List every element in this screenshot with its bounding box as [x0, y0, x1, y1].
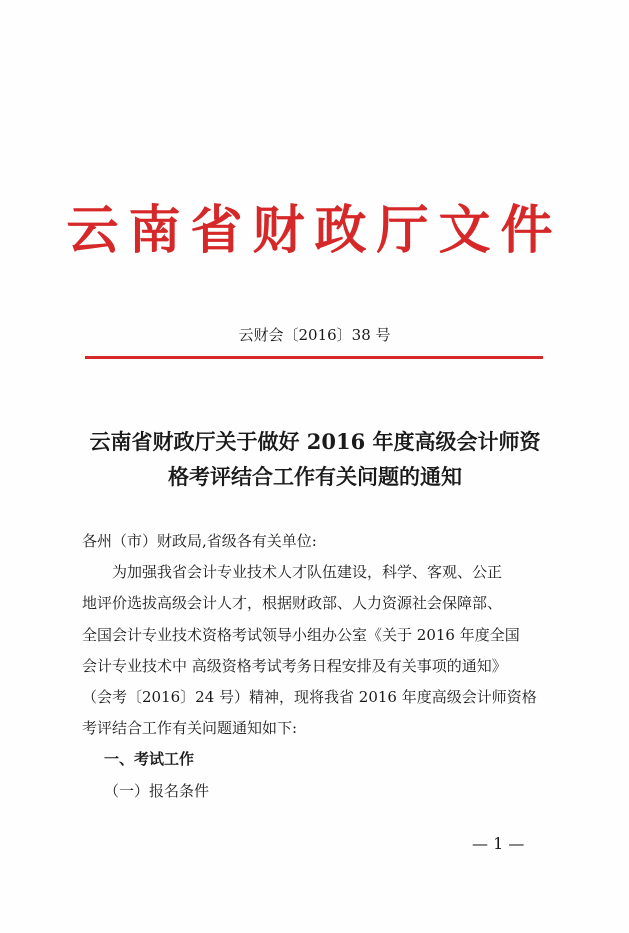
notice-title-line-2: 格考评结合工作有关问题的通知 [168, 464, 462, 489]
subsection-heading: （一）报名条件 [104, 781, 210, 800]
page-number: — 1 — [472, 834, 525, 853]
document-header-title: 云南省财政厅文件 [66, 201, 563, 261]
paragraph-line-3: 全国会计专业技术资格考试领导小组办公室《关于 2016 年度全国 [82, 625, 520, 644]
notice-body [82, 526, 562, 807]
red-divider-line [85, 356, 543, 359]
paragraph-line-5: （会考〔2016〕24 号）精神，现将我省 2016 年度高级会计师资格 [82, 687, 537, 706]
paragraph-line-6: 考评结合工作有关问题通知如下: [82, 719, 298, 738]
salutation: 各州（市）财政局,省级各有关单位: [82, 532, 317, 550]
notice-title-line-1: 云南省财政厅关于做好 2016 年度高级会计师资 [89, 429, 541, 454]
notice-title [60, 424, 570, 494]
paragraph-line-1: 为加强我省会计专业技术人才队伍建设，科学、客观、公正 [112, 563, 503, 582]
section-heading: 一、考试工作 [104, 750, 195, 769]
document-number: 云财会〔2016〕38 号 [238, 326, 391, 344]
paragraph-line-4: 会计专业技术中 高级资格考试考务日程安排及有关事项的通知》 [82, 656, 507, 675]
paragraph-line-2: 地评价选拔高级会计人才，根据财政部、人力资源社会保障部、 [82, 594, 503, 613]
